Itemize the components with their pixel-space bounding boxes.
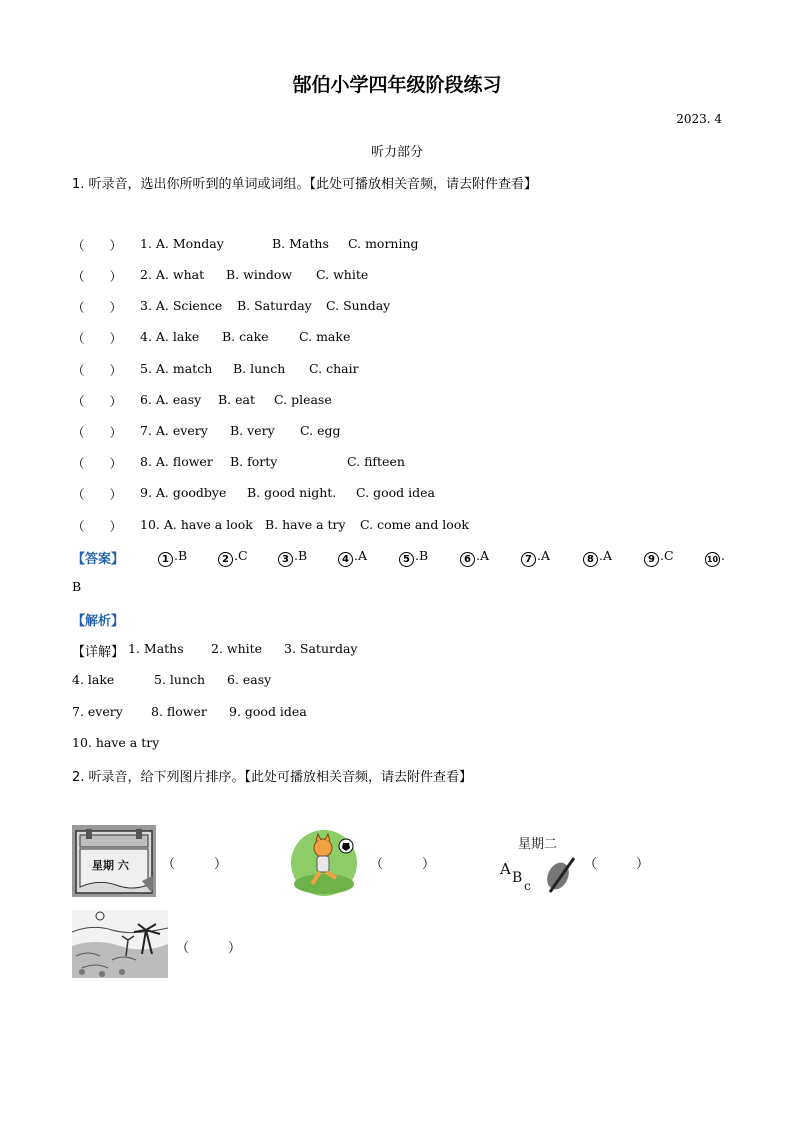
answer-value: .B — [415, 548, 429, 563]
option-c: C. good idea — [356, 485, 435, 500]
question-1-item — [0, 236, 794, 254]
option-a: 8. A. flower — [140, 454, 213, 469]
answer-value: .A — [354, 548, 368, 563]
option-a: 5. A. match — [140, 361, 213, 376]
detail-answer: 10. have a try — [72, 735, 160, 750]
detail-answer: 1. Maths — [128, 641, 184, 656]
answer-blank-2[interactable]: （ ） — [370, 857, 436, 872]
question-1-item — [0, 298, 794, 316]
option-b: B. cake — [222, 329, 269, 344]
option-b: B. Maths — [272, 236, 329, 251]
option-c: C. morning — [348, 236, 419, 251]
option-a: 9. A. goodbye — [140, 485, 227, 500]
analysis-tag: 【解析】 — [72, 614, 125, 629]
question-2-prompt: 2. 听录音，给下列图片排序。【此处可播放相关音频，请去附件查看】 — [72, 770, 473, 785]
exam-date: 2023. 4 — [676, 112, 722, 126]
answer-value: .B — [294, 548, 308, 563]
answer-blank[interactable]: （ ） — [72, 331, 123, 346]
question-1-item — [0, 392, 794, 410]
answer-value: .A — [599, 548, 613, 563]
answer-blank-3[interactable]: （ ） — [584, 857, 650, 872]
option-c: C. please — [274, 392, 332, 407]
option-b: B. window — [226, 267, 293, 282]
option-c: C. come and look — [360, 517, 469, 532]
answer-item — [705, 548, 725, 567]
tuesday-label: 星期二 — [518, 837, 558, 852]
option-a: 6. A. easy — [140, 392, 202, 407]
option-c: C. Sunday — [326, 298, 391, 313]
answer-item — [278, 548, 307, 567]
option-b: B. have a try — [265, 517, 346, 532]
answer-blank[interactable]: （ ） — [72, 269, 123, 284]
detail-tag: 【详解】 — [72, 645, 125, 660]
answer-item — [338, 548, 367, 567]
answer-item — [218, 548, 248, 567]
answer-number: 10 — [705, 552, 720, 567]
question-1-item — [0, 423, 794, 441]
detail-answer: 2. white — [211, 641, 263, 656]
question-1-item — [0, 454, 794, 472]
tuesday-abc-picture — [498, 830, 578, 896]
answer-value: .C — [660, 548, 674, 563]
option-c: C. white — [316, 267, 369, 282]
answer-value: . — [721, 548, 725, 563]
answer-blank[interactable]: （ ） — [72, 456, 123, 471]
answer-item — [399, 548, 428, 567]
detail-answer: 5. lunch — [154, 672, 206, 687]
option-a: 1. A. Monday — [140, 236, 224, 251]
option-a: 4. A. lake — [140, 329, 200, 344]
answer-blank[interactable]: （ ） — [72, 394, 123, 409]
answer-value: .C — [234, 548, 248, 563]
option-c: C. fifteen — [347, 454, 405, 469]
option-b: B. eat — [218, 392, 256, 407]
answer-number: 7 — [521, 552, 536, 567]
option-b: B. Saturday — [237, 298, 312, 313]
option-b: B. very — [230, 423, 275, 438]
calendar-label: 星期 六 — [92, 859, 129, 872]
answer-number: 1 — [158, 552, 173, 567]
page-title: 郜伯小学四年级阶段练习 — [292, 74, 502, 96]
calendar-picture — [72, 825, 156, 897]
option-b: B. good night. — [247, 485, 337, 500]
answer-row — [72, 548, 732, 566]
answer-item — [460, 548, 489, 567]
question-1-item — [0, 329, 794, 347]
question-1-item — [0, 517, 794, 535]
detail-answer: 9. good idea — [229, 704, 307, 719]
option-c: C. egg — [300, 423, 341, 438]
answer-item — [583, 548, 612, 567]
option-c: C. make — [299, 329, 351, 344]
answer-item — [644, 548, 674, 567]
answer-blank[interactable]: （ ） — [72, 238, 123, 253]
answer-number: 9 — [644, 552, 659, 567]
answer-value: .A — [537, 548, 551, 563]
detail-answer: 6. easy — [227, 672, 272, 687]
answer-blank[interactable]: （ ） — [72, 363, 123, 378]
svg-text:A: A — [500, 860, 511, 878]
option-c: C. chair — [309, 361, 359, 376]
svg-text:B: B — [512, 870, 523, 886]
answer-blank[interactable]: （ ） — [72, 519, 123, 534]
option-a: 7. A. every — [140, 423, 208, 438]
detail-answer: 3. Saturday — [284, 641, 358, 656]
question-1-item — [0, 485, 794, 503]
answer-blank-1[interactable]: （ ） — [162, 857, 228, 872]
football-picture — [290, 826, 362, 896]
answer-number: 8 — [583, 552, 598, 567]
option-b: B. forty — [230, 454, 278, 469]
answer-blank-4[interactable]: （ ） — [176, 941, 242, 956]
question-1-prompt: 1. 听录音，选出你所听到的单词或词组。【此处可播放相关音频，请去附件查看】 — [72, 177, 538, 192]
answer-item — [521, 548, 550, 567]
answer-number: 4 — [338, 552, 353, 567]
detail-answer: 4. lake — [72, 672, 115, 687]
answer-blank[interactable]: （ ） — [72, 425, 123, 440]
answer-value: .B — [174, 548, 188, 563]
answer-number: 2 — [218, 552, 233, 567]
answer-wrap: B — [72, 579, 82, 594]
option-a: 3. A. Science — [140, 298, 223, 313]
option-a: 2. A. what — [140, 267, 205, 282]
answer-number: 5 — [399, 552, 414, 567]
detail-answer: 7. every — [72, 704, 123, 719]
option-b: B. lunch — [233, 361, 286, 376]
answer-number: 3 — [278, 552, 293, 567]
answer-blank[interactable]: （ ） — [72, 487, 123, 502]
detail-answer: 8. flower — [151, 704, 207, 719]
section-heading: 听力部分 — [370, 145, 423, 160]
answer-blank[interactable]: （ ） — [72, 300, 123, 315]
lake-picture — [72, 910, 168, 978]
answer-number: 6 — [460, 552, 475, 567]
answer-tag: 【答案】 — [72, 552, 125, 567]
svg-text:c: c — [524, 879, 531, 893]
answer-value: .A — [476, 548, 490, 563]
question-1-item — [0, 361, 794, 379]
question-1-item — [0, 267, 794, 285]
option-a: 10. A. have a look — [140, 517, 253, 532]
answer-item — [158, 548, 187, 567]
